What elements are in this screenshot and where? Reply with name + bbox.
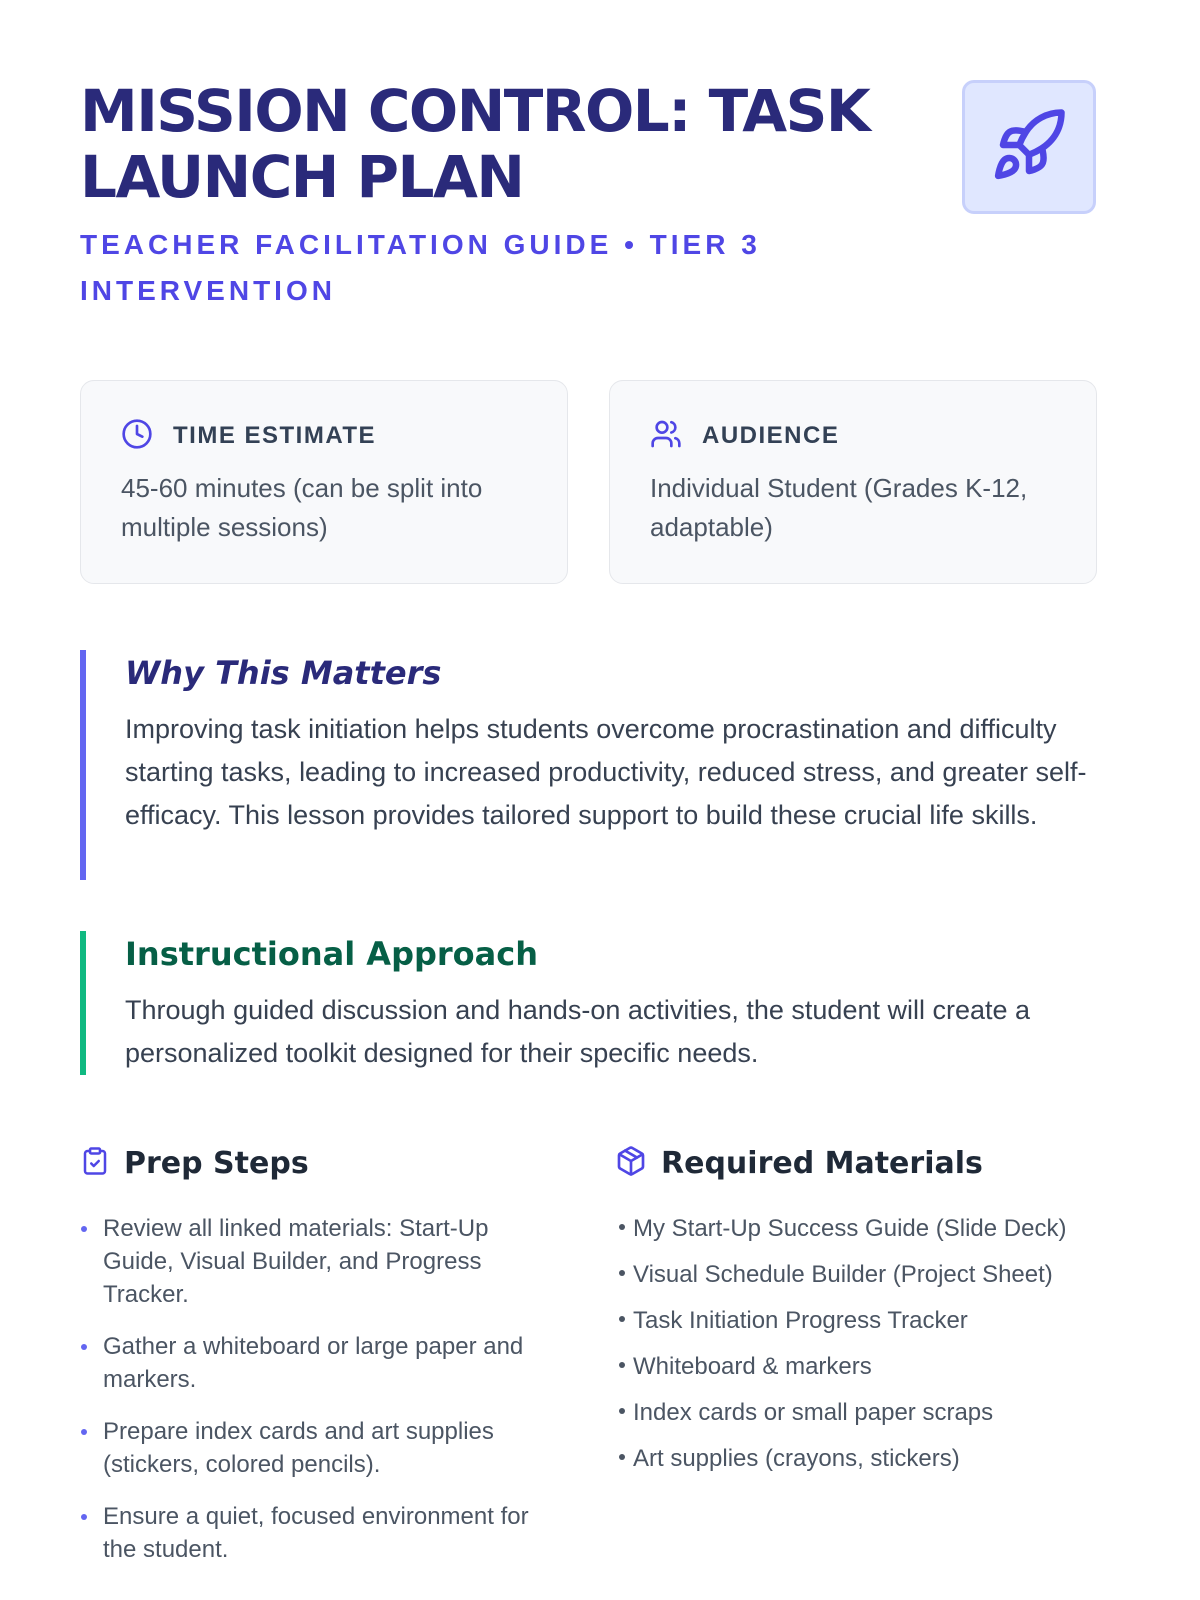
bullet bbox=[619, 1224, 625, 1230]
users-icon bbox=[650, 418, 682, 454]
why-text: Improving task initiation helps students overcome procrastination and difficulty starting tasks, leading to increased productivity, reduced stress, and greater self-efficacy. This lesson provides tailored support to build these crucial life skills. bbox=[125, 714, 1087, 830]
bullet bbox=[619, 1316, 625, 1322]
prep-steps-list bbox=[80, 1212, 550, 1566]
audience-label: AUDIENCE bbox=[702, 422, 840, 449]
required-materials-section bbox=[615, 1140, 1100, 1488]
why-this-matters-section bbox=[80, 650, 1100, 880]
material-text: Index cards or small paper scraps bbox=[633, 1399, 994, 1426]
page-title: MISSION CONTROL: TASK LAUNCH PLAN bbox=[80, 77, 870, 211]
required-materials-heading: Required Materials bbox=[661, 1145, 983, 1181]
approach-text: Through guided discussion and hands-on activities, the student will create a personalized toolkit designed for their specific needs. bbox=[125, 995, 1031, 1068]
material-text: Art supplies (crayons, stickers) bbox=[633, 1445, 960, 1472]
list-item bbox=[615, 1212, 1100, 1245]
bullet bbox=[619, 1362, 625, 1368]
list-item bbox=[80, 1212, 550, 1311]
material-text: My Start-Up Success Guide (Slide Deck) bbox=[633, 1215, 1067, 1242]
bullet bbox=[81, 1344, 87, 1350]
prep-steps-section bbox=[80, 1140, 550, 1585]
bullet bbox=[81, 1514, 87, 1520]
list-item bbox=[80, 1415, 550, 1481]
time-estimate-value: 45-60 minutes (can be split into multiple sessions) bbox=[121, 473, 483, 542]
materials-list bbox=[615, 1212, 1100, 1475]
prep-step-text: Prepare index cards and art supplies (stickers, colored pencils). bbox=[103, 1418, 494, 1478]
why-accent-bar bbox=[80, 650, 86, 880]
clipboard-check-icon bbox=[80, 1146, 110, 1180]
prep-step-text: Gather a whiteboard or large paper and markers. bbox=[103, 1333, 524, 1393]
list-item bbox=[80, 1330, 550, 1396]
bullet bbox=[81, 1226, 87, 1232]
package-icon bbox=[615, 1145, 647, 1181]
clock-icon bbox=[121, 418, 153, 454]
bullet bbox=[619, 1408, 625, 1414]
audience-card bbox=[609, 380, 1097, 584]
list-item bbox=[615, 1258, 1100, 1291]
material-text: Whiteboard & markers bbox=[633, 1353, 872, 1380]
time-estimate-label: TIME ESTIMATE bbox=[173, 422, 377, 449]
prep-steps-heading: Prep Steps bbox=[124, 1145, 309, 1181]
list-item bbox=[80, 1500, 550, 1566]
instructional-approach-section bbox=[80, 931, 1100, 1075]
bullet bbox=[81, 1429, 87, 1435]
why-heading: Why This Matters bbox=[125, 654, 442, 692]
list-item bbox=[615, 1442, 1100, 1475]
list-item bbox=[615, 1304, 1100, 1337]
list-item bbox=[615, 1350, 1100, 1383]
rocket-icon bbox=[990, 106, 1068, 188]
bullet bbox=[619, 1454, 625, 1460]
rocket-badge bbox=[962, 80, 1096, 214]
approach-accent-bar bbox=[80, 931, 86, 1075]
bullet bbox=[619, 1270, 625, 1276]
list-item bbox=[615, 1396, 1100, 1429]
prep-step-text: Review all linked materials: Start-Up Guide, Visual Builder, and Progress Tracker. bbox=[103, 1215, 489, 1308]
audience-value: Individual Student (Grades K-12, adaptable) bbox=[650, 473, 1028, 542]
prep-step-text: Ensure a quiet, focused environment for the student. bbox=[103, 1503, 529, 1563]
approach-heading: Instructional Approach bbox=[125, 935, 538, 973]
material-text: Task Initiation Progress Tracker bbox=[633, 1307, 968, 1334]
time-estimate-card bbox=[80, 380, 568, 584]
material-text: Visual Schedule Builder (Project Sheet) bbox=[633, 1261, 1053, 1288]
page-subtitle: TEACHER FACILITATION GUIDE • TIER 3 INTERVENTION bbox=[80, 229, 761, 306]
